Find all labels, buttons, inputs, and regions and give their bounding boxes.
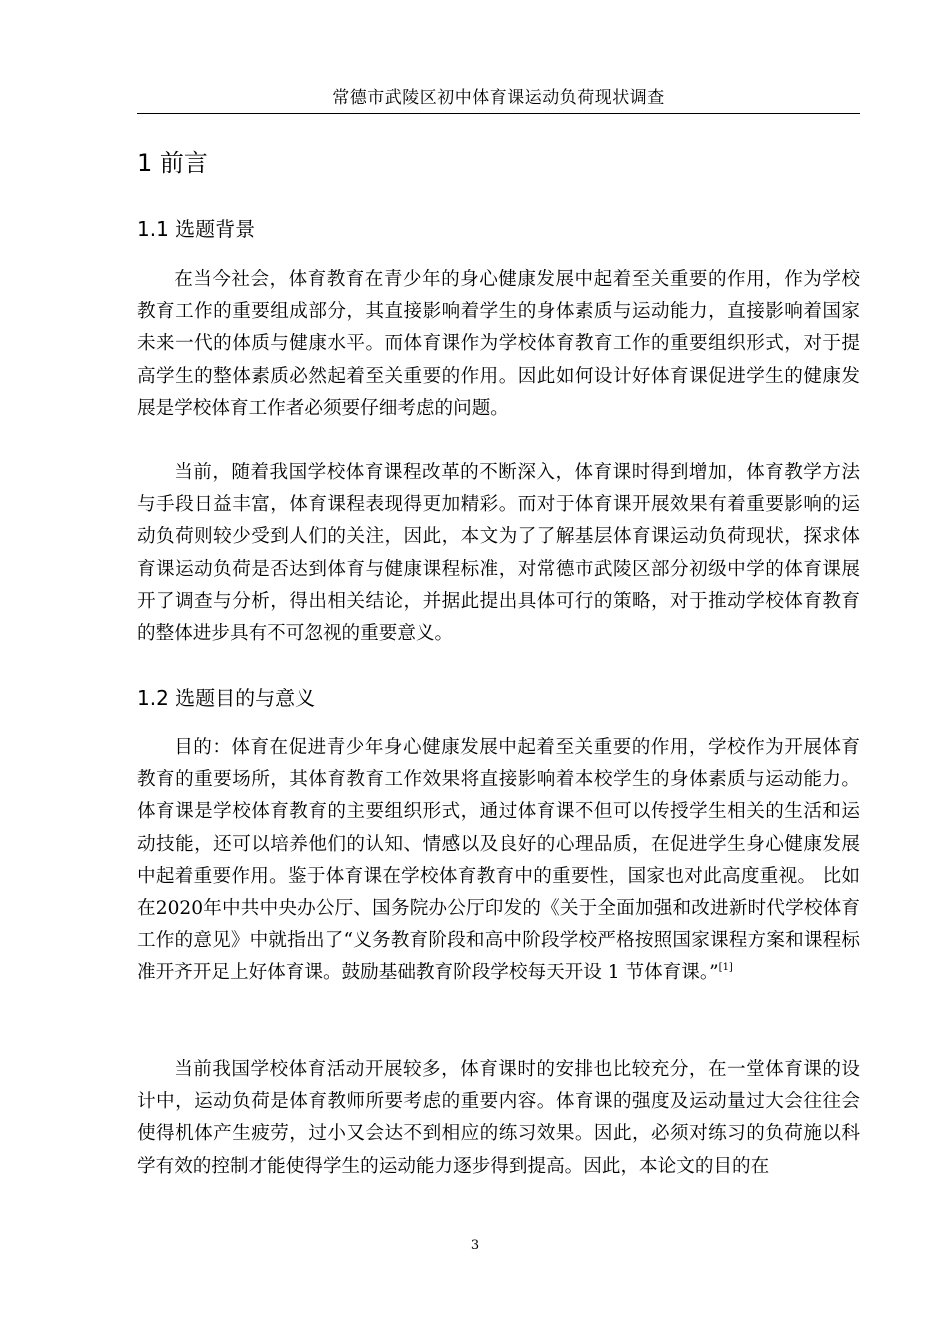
page-number: 3	[470, 1238, 480, 1253]
section-heading: 1 前言	[137, 149, 208, 177]
header-rule	[137, 113, 860, 114]
paragraph: 当前我国学校体育活动开展较多，体育课时的安排也比较充分，在一堂体育课的设计中，运动负荷是体育教师所要考虑的重要内容。体育课的强度及运动量过大会往往会使得机体产生疲劳，过小又会达不到相应的练习效果。因此，必须对练习的负荷施以科学有效的控制才能使得学生的运动能力逐步得到提高。因此，本论文的目的在	[137, 1059, 860, 1177]
paragraph	[137, 732, 860, 990]
paragraph: 在当今社会，体育教育在青少年的身心健康发展中起着至关重要的作用，作为学校教育工作的重要组成部分，其直接影响着学生的身体素质与运动能力，直接影响着国家未来一代的体质与健康水平。而体育课作为学校体育教育工作的重要组织形式，对于提高学生的整体素质必然起着至关重要的作用。因此如何设计好体育课促进学生的健康发展是学校体育工作者必须要仔细考虑的问题。	[137, 269, 860, 419]
paragraph-text: 目的：体育在促进青少年身心健康发展中起着至关重要的作用，学校作为开展体育教育的重要场所，其体育教育工作效果将直接影响着本校学生的身体素质与运动能力。体育课是学校体育教育的主要组织形式，通过体育课不但可以传授学生相关的生活和运动技能，还可以培养他们的认知、情感以及良好的心理品质，在促进学生身心健康发展中起着重要作用。鉴于体育课在学校体育教育中的重要性，国家也对此高度重视。 比如在2020年中共中央办公厅、国务院办公厅印发的《关于全面加强和改进新时代学校体育工作的意见》中就指出了“义务教育阶段和高中阶段学校严格按照国家课程方案和课程标准开齐开足上好体育课。鼓励基础教育阶段学校每天开设 1 节体育课。”	[137, 737, 860, 984]
paragraph: 当前，随着我国学校体育课程改革的不断深入，体育课时得到增加，体育教学方法与手段日益丰富，体育课程表现得更加精彩。而对于体育课开展效果有着重要影响的运动负荷则较少受到人们的关注，因此，本文为了了解基层体育课运动负荷现状，探求体育课运动负荷是否达到体育与健康课程标准，对常德市武陵区部分初级中学的体育课展开了调查与分析，得出相关结论，并据此提出具体可行的策略，对于推动学校体育教育的整体进步具有不可忽视的重要意义。	[137, 462, 860, 645]
subsection-heading-background: 1.1 选题背景	[137, 217, 256, 241]
citation-marker[interactable]: [1]	[718, 962, 733, 974]
running-header: 常德市武陵区初中体育课运动负荷现状调查	[332, 88, 665, 108]
subsection-heading-purpose: 1.2 选题目的与意义	[137, 686, 316, 710]
